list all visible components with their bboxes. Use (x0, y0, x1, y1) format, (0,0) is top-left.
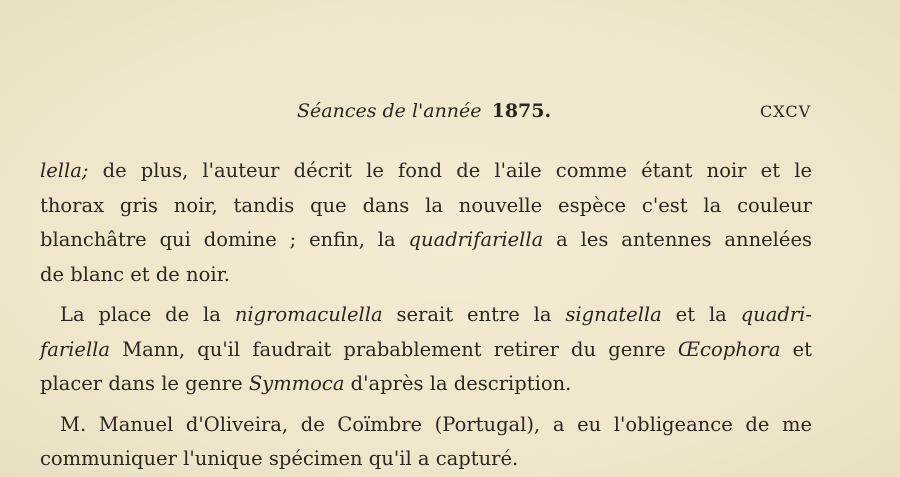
italic-text: lella; (40, 159, 89, 182)
text-line (40, 298, 812, 333)
italic-text: Œcophora (677, 337, 781, 361)
text-line (40, 442, 812, 477)
text-line (40, 223, 812, 258)
text-segment: d'après la description. (344, 372, 572, 395)
italic-text: fariella (40, 337, 111, 361)
text-segment: et (780, 337, 812, 361)
running-title (297, 100, 551, 122)
paragraph (40, 298, 812, 402)
text-segment: La place de la (60, 303, 235, 326)
page-number: CXCV (760, 102, 812, 121)
italic-text: quadrifariella (408, 228, 544, 251)
text-segment: et la (661, 303, 741, 326)
text-segment: de blanc et de noir. (40, 262, 230, 286)
text-segment: Mann, qu'il faudrait prabablement retirer du genre (110, 337, 678, 361)
text-segment: de plus, l'auteur décrit le fond de l'aile comme étant noir et le (88, 159, 812, 182)
paragraph (40, 408, 812, 477)
text-segment: communiquer l'unique spécimen qu'il a capturé. (40, 447, 519, 470)
text-line (40, 408, 812, 443)
running-title-text: Séances de l'année (297, 100, 482, 122)
text-line (40, 154, 812, 189)
text-line (40, 258, 812, 293)
text-segment: M. Manuel d'Oliveira, de Coïmbre (Portugal), a eu l'obligeance de me (60, 412, 812, 436)
text-line (40, 367, 812, 402)
text-segment: blanchâtre qui domine ; enfin, la (40, 228, 409, 251)
italic-text: nigromaculella (234, 303, 383, 326)
text-segment: a les antennes annelées (543, 228, 812, 251)
italic-text: signatella (565, 303, 662, 326)
text-segment: placer dans le genre (40, 372, 249, 395)
text-segment: thorax gris noir, tandis que dans la nouvelle espèce c'est la couleur (40, 193, 812, 217)
text-line (40, 333, 812, 368)
body-text (40, 154, 812, 477)
text-segment: serait entre la (382, 303, 566, 326)
italic-text: Symmoca (248, 372, 345, 395)
running-title-year: 1875. (491, 100, 552, 122)
paragraph (40, 154, 812, 292)
text-line (40, 189, 812, 224)
running-header (0, 100, 900, 126)
italic-text: quadri- (740, 303, 812, 326)
